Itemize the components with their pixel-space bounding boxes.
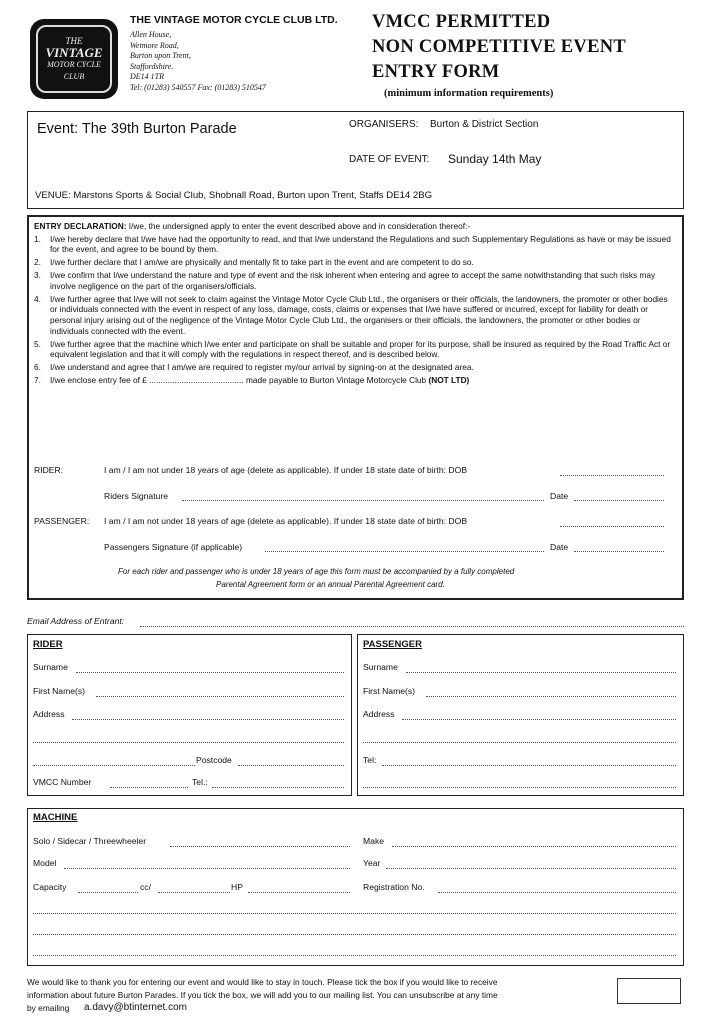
email-field[interactable]: [140, 626, 684, 627]
address-line: DE14 1TR: [130, 72, 164, 81]
rider-heading: RIDER: [33, 639, 63, 650]
passengers-signature-label: Passengers Signature (if applicable): [104, 542, 243, 552]
item-number: 7.: [34, 375, 41, 386]
solo-sidecar-field[interactable]: [170, 846, 350, 847]
vmcc-number-field[interactable]: [110, 787, 188, 788]
rider-postcode-label: Postcode: [196, 755, 232, 765]
rider-surname-field[interactable]: [76, 672, 344, 673]
passenger-surname-label: Surname: [363, 662, 398, 672]
address-line: Wetmore Road,: [130, 40, 179, 50]
capacity-extra-field[interactable]: [248, 892, 350, 893]
rider-date-label: Date: [550, 491, 569, 501]
vmcc-number-label: VMCC Number: [33, 777, 92, 787]
item-number: 6.: [34, 362, 41, 373]
passenger-label: PASSENGER:: [34, 516, 90, 526]
logo-line-1: THE: [65, 36, 83, 46]
declaration-intro: I/we, the undersigned apply to enter the event described above and in consideration thereof:-: [126, 221, 471, 231]
form-title: [372, 10, 626, 85]
declaration-item: [34, 234, 676, 255]
logo-line-4: CLUB: [63, 72, 85, 81]
item-number: 5.: [34, 338, 41, 349]
model-field[interactable]: [64, 868, 350, 869]
footer-line-1: We would like to thank you for entering our event and would like to stay in touch. Please tick the box if you would like to receive: [27, 977, 498, 987]
not-ltd-text: (NOT LTD): [428, 375, 470, 386]
item-number: 2.: [34, 257, 41, 268]
address-line: Allen House,: [130, 30, 172, 39]
item-text: I/we further agree that I/we will not seek to claim against the Vintage Motor Cycle Club Ltd., the organisers or their officials, the landowners, the promoter or other bodies or individuals connected with the event in respect of any loss, damage, costs, claims or expenses that I/we have suffered or incurred, except for liability for death or personal injury arising out of the negligence of the Vintage Motor Cycle Club Ltd., the organisers or their officials, the landowners, the promoter or other bodies or individuals connected with the event.: [50, 293, 668, 336]
title-line-2: NON COMPETITIVE EVENT: [372, 37, 627, 57]
item-number: 1.: [34, 233, 41, 244]
machine-notes-line-3[interactable]: [33, 955, 676, 956]
address-line: Burton upon Trent,: [130, 51, 191, 60]
year-field[interactable]: [386, 868, 676, 869]
item-number: 4.: [34, 293, 41, 304]
registration-label: Registration No.: [363, 882, 425, 892]
rider-postcode-field[interactable]: [238, 765, 344, 766]
entry-fee-text: I/we enclose entry fee of £ ......................................... made payable to Burton Vintage Motorcycle Club: [50, 375, 429, 386]
machine-box: [27, 808, 684, 966]
footer-email-link[interactable]: a.davy@btinternet.com: [84, 1002, 187, 1013]
parental-note-line-2: Parental Agreement form or an annual Parental Agreement card.: [216, 580, 445, 589]
passenger-first-names-label: First Name(s): [363, 686, 416, 696]
capacity-hp-field[interactable]: [158, 892, 230, 893]
year-label: Year: [363, 858, 381, 868]
solo-sidecar-label: Solo / Sidecar / Threewheeler: [33, 836, 147, 846]
footer-by-emailing: by emailing: [27, 1003, 70, 1013]
rider-address-line-2[interactable]: [33, 742, 344, 743]
title-line-1: VMCC PERMITTED: [372, 12, 551, 32]
organisers-value: Burton & District Section: [430, 119, 539, 130]
rider-address-line-3[interactable]: [33, 765, 195, 766]
passenger-date-field[interactable]: [574, 551, 664, 552]
rider-tel-field[interactable]: [212, 787, 344, 788]
rider-first-names-field[interactable]: [96, 696, 344, 697]
venue: VENUE: Marstons Sports & Social Club, Shobnall Road, Burton upon Trent, Staffs DE14 2BG: [35, 190, 433, 201]
mailing-list-checkbox[interactable]: [617, 978, 681, 1004]
passenger-age-statement: I am / I am not under 18 years of age (delete as applicable). If under 18 state date of birth: DOB: [104, 516, 468, 526]
address-line: Tel: (01283) 540557 Fax: (01283) 510547: [130, 82, 266, 92]
rider-date-field[interactable]: [574, 500, 664, 501]
riders-signature-label: Riders Signature: [104, 491, 169, 501]
passenger-heading: PASSENGER: [363, 639, 422, 650]
rider-surname-label: Surname: [33, 662, 68, 672]
passenger-tel-label: Tel:: [363, 755, 377, 765]
email-label: Email Address of Entrant:: [27, 616, 125, 626]
item-text: I/we hereby declare that I/we have had the opportunity to read, and that I/we understand the Regulations and such Supplementary Regulations as have or may be issued for the event, and agree to be bound by them.: [50, 233, 671, 255]
footer-line-2: information about future Burton Parades. If you tick the box, we will add you to our mailing list. You can unsubscribe at any time: [27, 990, 498, 1000]
club-address: [130, 30, 266, 93]
item-text: I/we understand and agree that I am/we are required to register my/our arrival by signing-on at the designated area.: [50, 362, 474, 373]
registration-field[interactable]: [438, 892, 676, 893]
make-label: Make: [363, 836, 385, 846]
organisers-label: ORGANISERS:: [349, 119, 419, 130]
declaration-item: [34, 362, 676, 373]
hp-label: HP: [231, 882, 243, 892]
declaration-item-fee: [34, 375, 676, 386]
passenger-address-line-2[interactable]: [363, 742, 676, 743]
club-name: THE VINTAGE MOTOR CYCLE CLUB LTD.: [130, 14, 338, 26]
passenger-address-field[interactable]: [402, 719, 676, 720]
machine-heading: MACHINE: [33, 812, 78, 823]
rider-tel-label: Tel.:: [192, 777, 208, 787]
event-name: Event: The 39th Burton Parade: [37, 121, 237, 137]
item-text: I/we further declare that I am/we are physically and mentally fit to take part in the event and are competent to do so.: [50, 257, 474, 268]
passengers-signature-field[interactable]: [265, 551, 544, 552]
rider-label: RIDER:: [34, 465, 64, 475]
declaration-heading: ENTRY DECLARATION:: [34, 221, 127, 231]
capacity-label: Capacity: [33, 882, 67, 892]
passenger-dob-field[interactable]: [560, 526, 664, 527]
passenger-extra-line[interactable]: [363, 787, 676, 788]
declaration-item: [34, 257, 676, 268]
declaration-text: [34, 221, 676, 388]
item-text: I/we further agree that the machine which I/we enter and participate on shall be suitable and proper for its purpose, shall be insured as required by the Road Traffic Act or equivalent legislation and that it will comply with the regulations in respect thereof, and is described below.: [50, 338, 671, 360]
passenger-first-names-field[interactable]: [426, 696, 676, 697]
rider-address-field[interactable]: [72, 719, 344, 720]
logo-line-2: VINTAGE: [45, 45, 103, 60]
model-label: Model: [33, 858, 57, 868]
parental-note-line-1: For each rider and passenger who is under 18 years of age this form must be accompanied by a fully completed: [118, 567, 515, 576]
machine-notes-line-1[interactable]: [33, 913, 676, 914]
passenger-box: [357, 634, 684, 796]
date-of-event-label: DATE OF EVENT:: [349, 154, 430, 165]
declaration-item: [34, 294, 676, 336]
passenger-date-label: Date: [550, 542, 569, 552]
address-line: Staffordshire.: [130, 61, 174, 71]
rider-dob-field[interactable]: [560, 475, 664, 476]
capacity-cc-field[interactable]: [78, 892, 138, 893]
item-text: I/we confirm that I/we understand the nature and type of event and the risk inherent when entering and agree to accept the same notwithstanding that such risks may involve negligence on the part of the organisers/officials.: [50, 270, 656, 291]
rider-box: [27, 634, 352, 796]
passenger-address-label: Address: [363, 709, 395, 719]
title-line-3: ENTRY FORM: [372, 62, 500, 82]
rider-first-names-label: First Name(s): [33, 686, 86, 696]
form-subtitle: (minimum information requirements): [384, 88, 554, 99]
date-of-event-value: Sunday 14th May: [448, 152, 542, 166]
make-field[interactable]: [392, 846, 676, 847]
rider-age-statement: I am / I am not under 18 years of age (delete as applicable). If under 18 state date of birth: DOB: [104, 465, 468, 475]
cc-label: cc/: [140, 882, 151, 892]
rider-address-label: Address: [33, 709, 65, 719]
logo-line-3: MOTOR CYCLE: [47, 60, 101, 69]
item-number: 3.: [34, 270, 41, 281]
club-logo: [30, 19, 118, 99]
riders-signature-field[interactable]: [182, 500, 544, 501]
declaration-item: [34, 270, 676, 291]
declaration-item: [34, 339, 676, 360]
machine-notes-line-2[interactable]: [33, 934, 676, 935]
passenger-surname-field[interactable]: [406, 672, 676, 673]
passenger-tel-field[interactable]: [382, 765, 676, 766]
